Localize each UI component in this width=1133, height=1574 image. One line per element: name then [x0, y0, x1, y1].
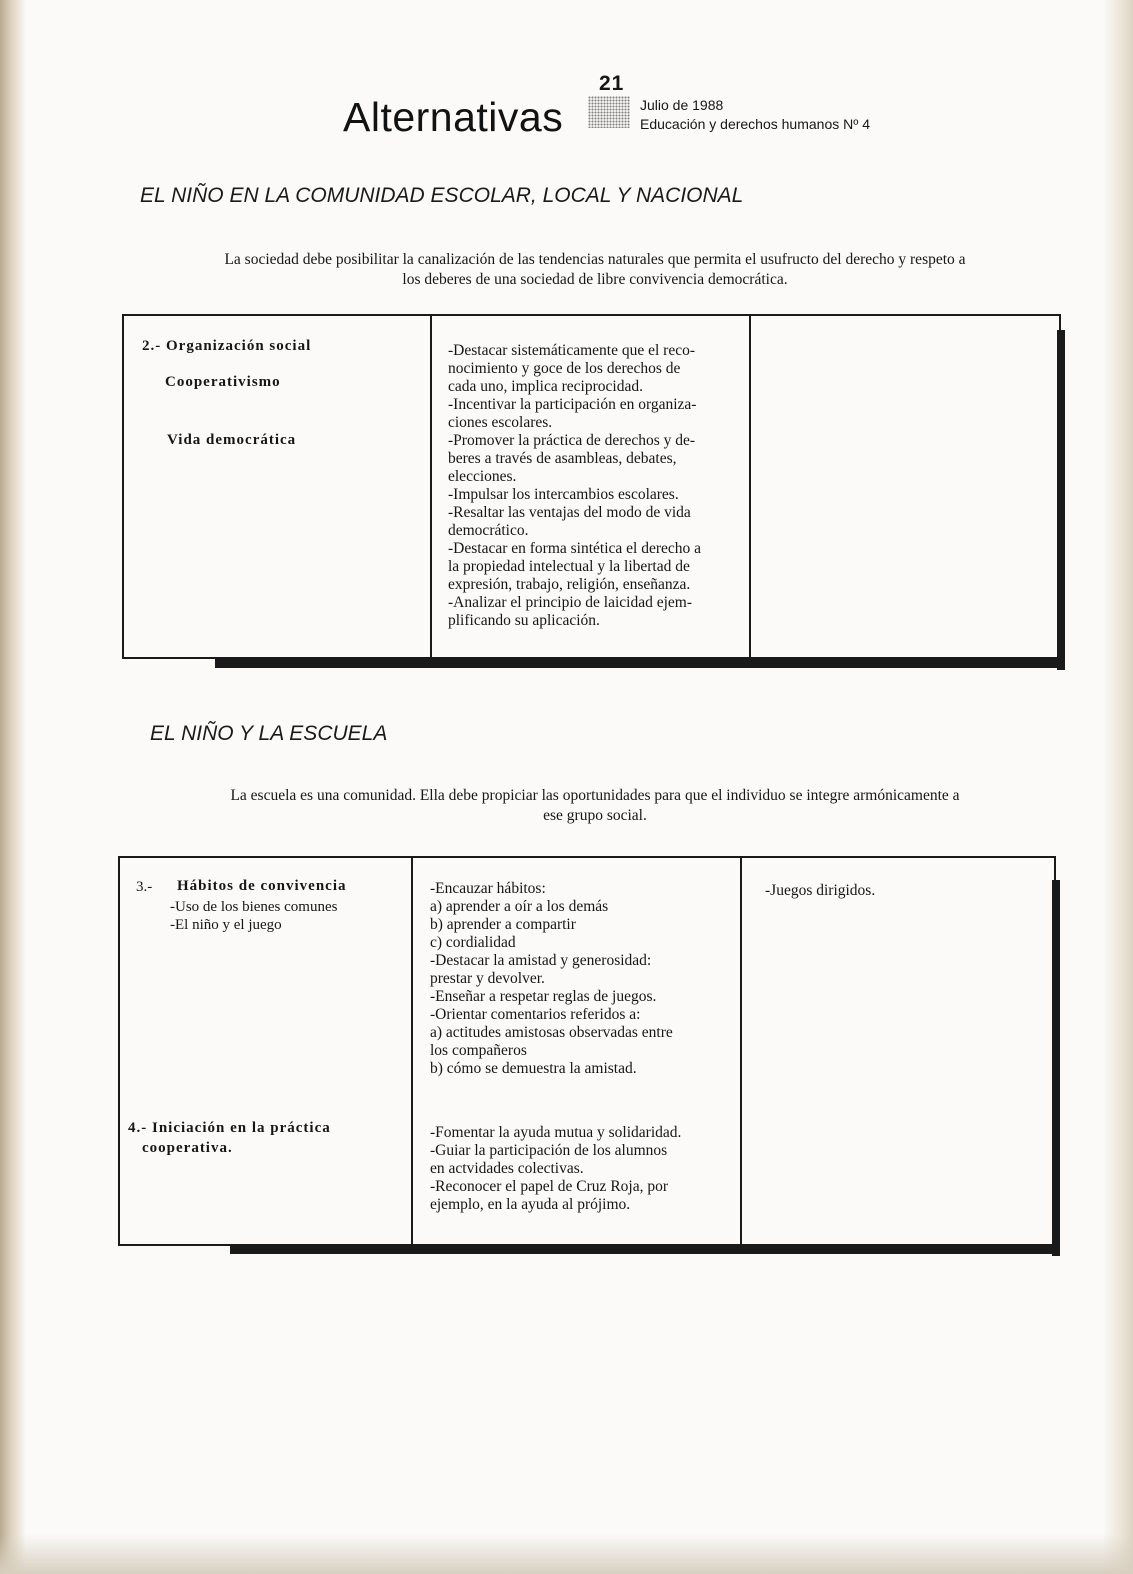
column-divider [749, 314, 751, 659]
activity-line: -Reconocer el papel de Cruz Roja, por [430, 1178, 669, 1195]
item-heading: Hábitos de convivencia [177, 878, 347, 894]
section-intro [150, 786, 1040, 826]
activity-line: en actvidades colectivas. [430, 1160, 584, 1177]
activity-line: los compañeros [430, 1042, 527, 1059]
activity-line: c) cordialidad [430, 934, 516, 951]
issue-date: Julio de 1988 [640, 97, 724, 113]
brand-title: Alternativas [343, 94, 564, 140]
intro-line: los deberes de una sociedad de libre convivencia democrática. [402, 271, 788, 288]
activity-line: -Analizar el principio de laicidad ejem- [448, 594, 693, 611]
activities-list [430, 880, 730, 1078]
activity-line: -Guiar la participación de los alumnos [430, 1142, 668, 1159]
page-right-edge [1103, 0, 1133, 1574]
item-heading: cooperativa. [142, 1140, 233, 1156]
activity-line: -Fomentar la ayuda mutua y solidaridad. [430, 1124, 682, 1141]
item-subheading: Vida democrática [167, 432, 297, 448]
activity-line: prestar y devolver. [430, 970, 545, 987]
activity-line: b) aprender a compartir [430, 916, 576, 933]
page-number: 21 [599, 72, 625, 95]
table-shadow [230, 1244, 1060, 1254]
activity-line: -Destacar sistemáticamente que el reco- [448, 342, 696, 359]
issue-topic: Educación y derechos humanos Nº 4 [640, 116, 871, 132]
table-shadow [1052, 880, 1060, 1256]
activities-list [430, 1124, 730, 1214]
activity-line: -Impulsar los intercambios escolares. [448, 486, 679, 503]
section-title: EL NIÑO Y LA ESCUELA [150, 722, 388, 745]
activity-line: democrático. [448, 522, 529, 539]
activity-line: ciones escolares. [448, 414, 553, 431]
brand-logo-mark [588, 96, 630, 128]
page-binding-edge [0, 0, 26, 1574]
masthead [340, 72, 940, 142]
activity-line: a) actitudes amistosas observadas entre [430, 1024, 673, 1041]
activity-line: nocimiento y goce de los derechos de [448, 360, 681, 377]
section-title: EL NIÑO EN LA COMUNIDAD ESCOLAR, LOCAL Y NACIONAL [140, 184, 744, 207]
item-subline: -Uso de los bienes comunes [170, 899, 338, 915]
activity-line: la propiedad intelectual y la libertad de [448, 558, 690, 575]
item-subheading: Cooperativismo [165, 374, 281, 390]
activity-line: -Resaltar las ventajas del modo de vida [448, 504, 691, 521]
intro-line: ese grupo social. [543, 807, 647, 824]
activity-line: beres a través de asambleas, debates, [448, 450, 677, 467]
activity-line: -Destacar la amistad y generosidad: [430, 952, 652, 969]
item-number: 3.- [136, 879, 153, 895]
activity-line: ejemplo, en la ayuda al prójimo. [430, 1196, 631, 1213]
activity-line: -Incentivar la participación en organiza- [448, 396, 697, 413]
activity-line: a) aprender a oír a los demás [430, 898, 609, 915]
activity-line: -Orientar comentarios referidos a: [430, 1006, 641, 1023]
item-subline: -El niño y el juego [170, 917, 282, 933]
table-shadow [215, 657, 1065, 668]
activity-line: b) cómo se demuestra la amistad. [430, 1060, 637, 1077]
activity-line: -Promover la práctica de derechos y de- [448, 432, 696, 449]
section-intro [150, 250, 1040, 290]
item-heading: 2.- Organización social [142, 338, 312, 354]
intro-line: La sociedad debe posibilitar la canalización de las tendencias naturales que permita el usufructo del derecho y respeto a [224, 251, 966, 268]
column-divider [411, 856, 413, 1246]
table-shadow [1057, 330, 1065, 670]
column-divider [740, 856, 742, 1246]
activity-line: -Encauzar hábitos: [430, 880, 546, 897]
activity-line: -Destacar en forma sintética el derecho a [448, 540, 702, 557]
activity-line: plificando su aplicación. [448, 612, 600, 629]
activity-line: cada uno, implica reciprocidad. [448, 378, 643, 395]
activity-line: expresión, trabajo, religión, enseñanza. [448, 576, 691, 593]
resources-text: -Juegos dirigidos. [765, 882, 876, 899]
activity-line: -Enseñar a respetar reglas de juegos. [430, 988, 657, 1005]
activities-list [448, 342, 744, 630]
intro-line: La escuela es una comunidad. Ella debe propiciar las oportunidades para que el individuo se integre armónicamente a [230, 787, 960, 804]
page-bottom-edge [0, 1534, 1133, 1574]
item-heading: 4.- Iniciación en la práctica [128, 1120, 331, 1136]
column-divider [430, 314, 432, 659]
activity-line: elecciones. [448, 468, 517, 485]
